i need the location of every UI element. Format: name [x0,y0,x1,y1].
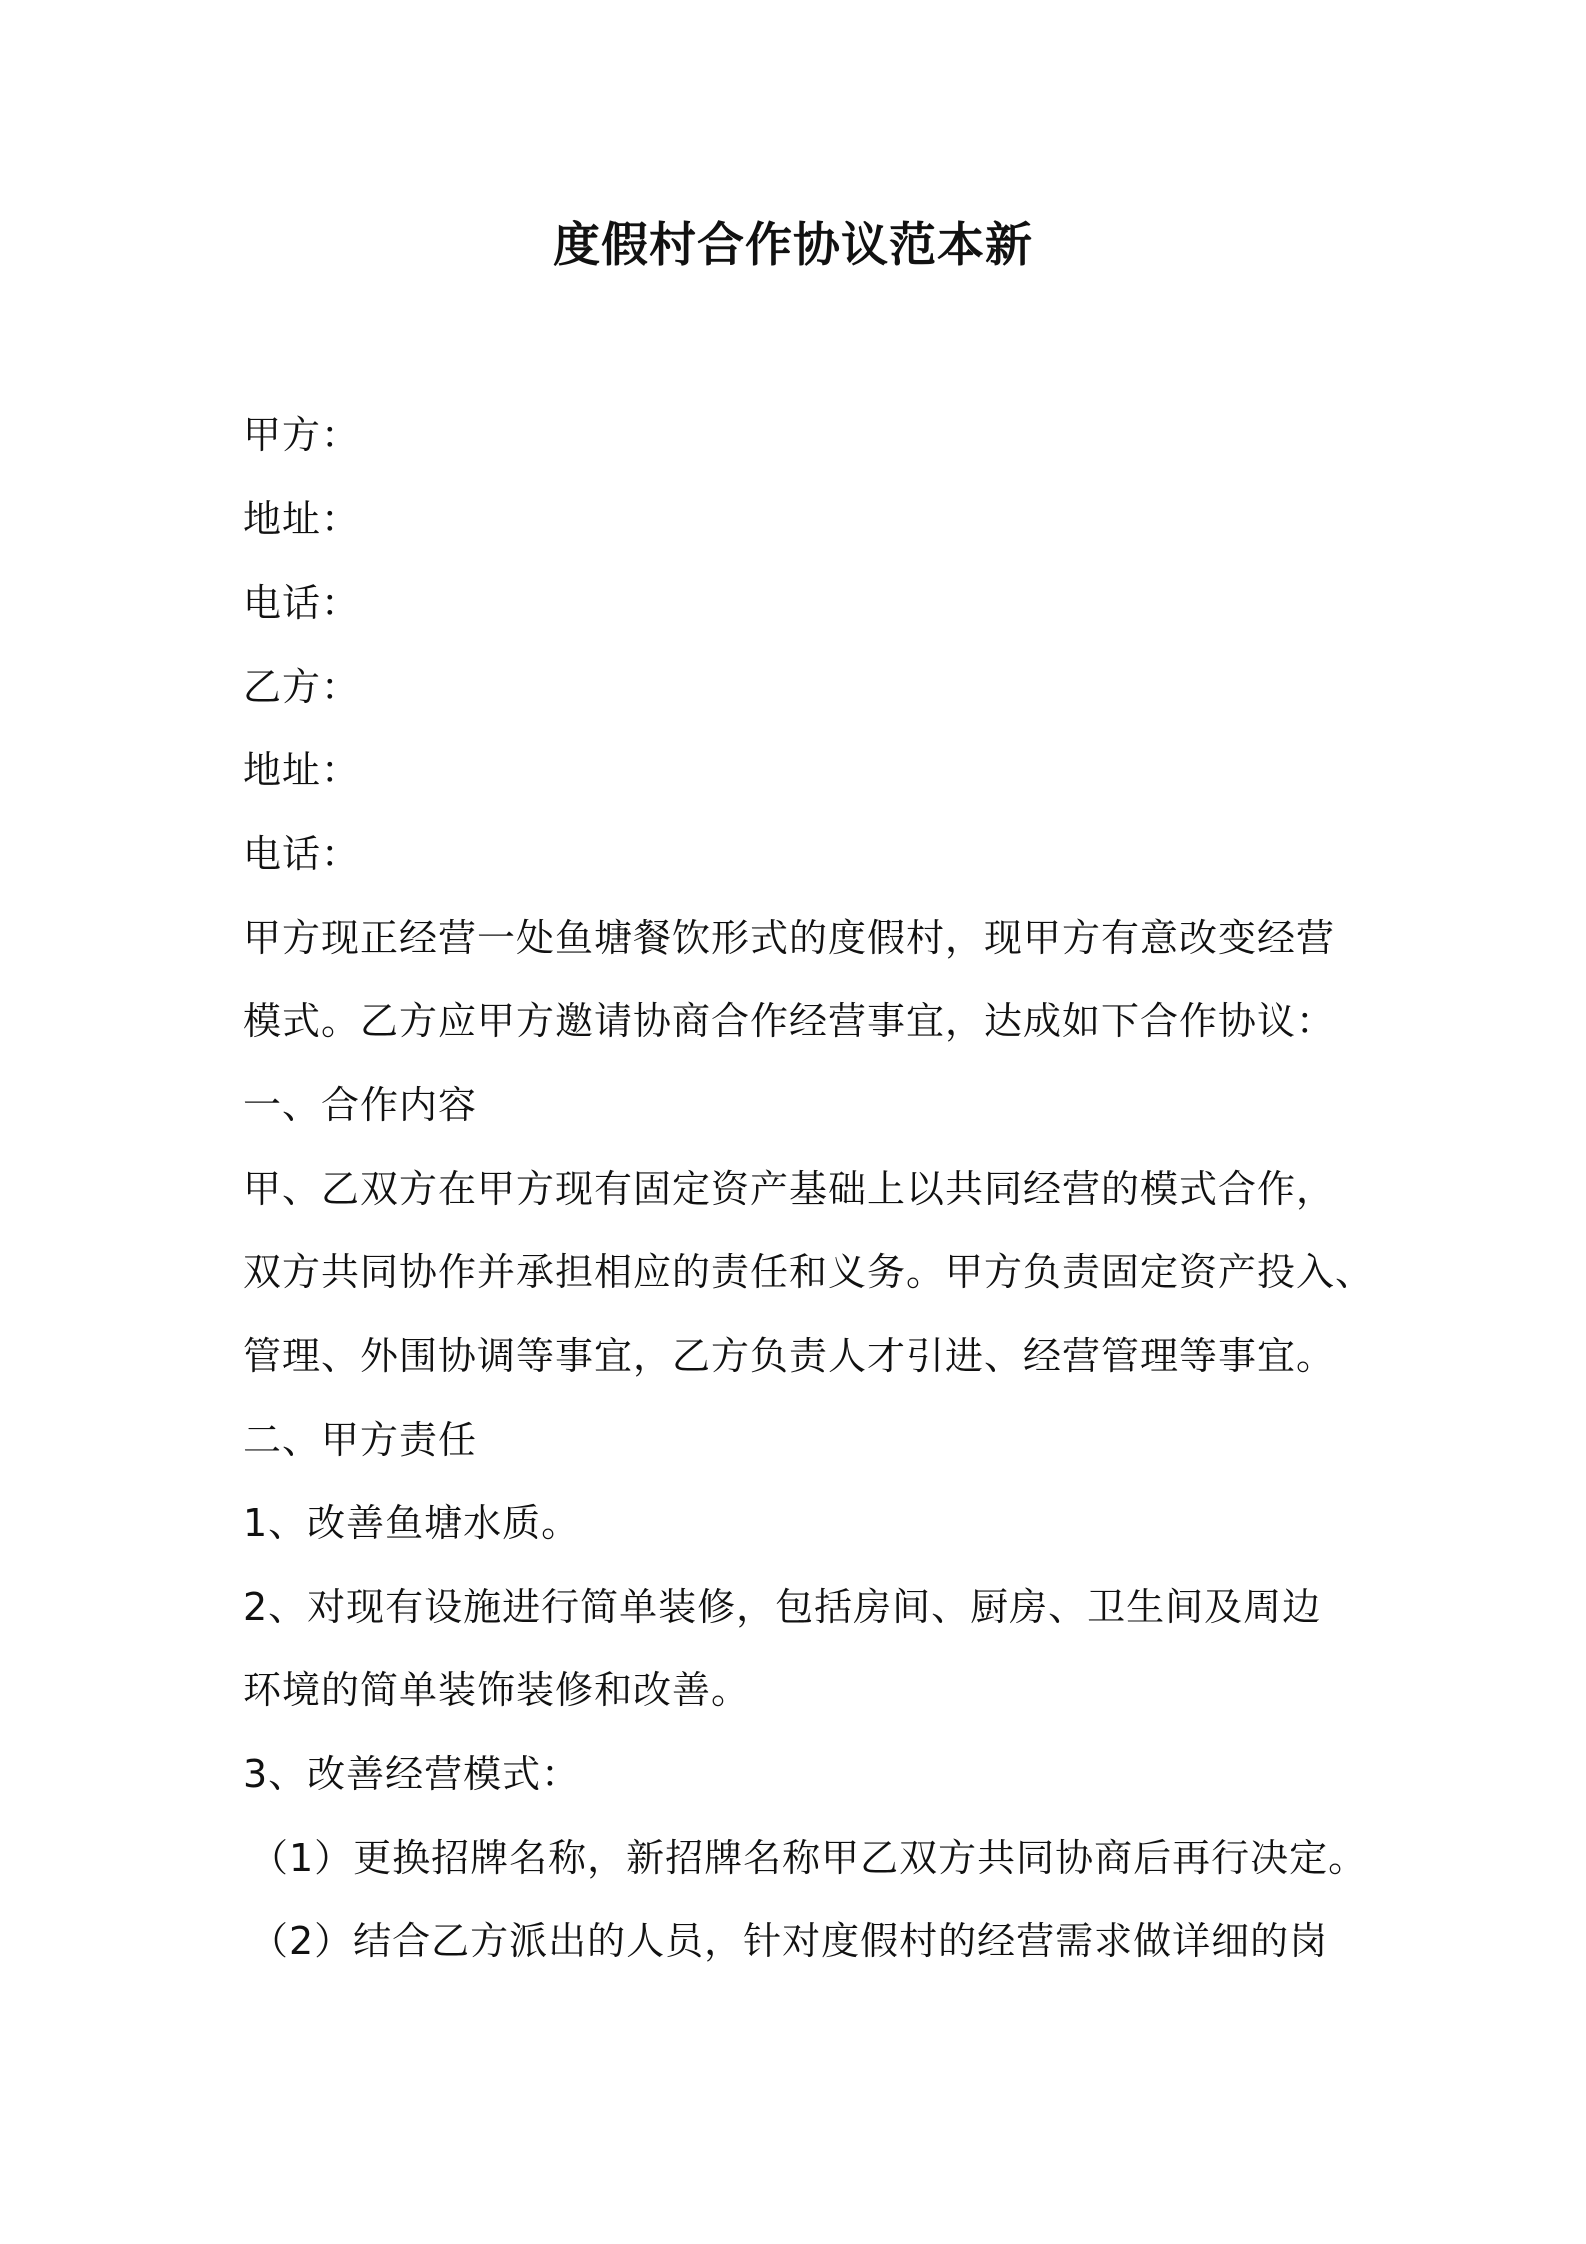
section1-paragraph-line: 甲、乙双方在甲方现有固定资产基础上以共同经营的模式合作， [243,1167,1336,1211]
party-b-address-label: 地址： [243,748,361,792]
section-heading-party-a-duties: 二、甲方责任 [243,1418,478,1462]
party-a-address-label: 地址： [243,497,361,541]
party-a-label: 甲方： [243,413,361,457]
list-item: 1、改善鱼塘水质。 [243,1501,581,1545]
party-b-label: 乙方： [243,665,361,709]
section1-paragraph-line: 双方共同协作并承担相应的责任和义务。甲方负责固定资产投入、 [243,1250,1375,1294]
intro-paragraph-line: 甲方现正经营一处鱼塘餐饮形式的度假村，现甲方有意改变经营 [243,916,1336,960]
party-b-phone-label: 电话： [243,832,361,876]
document-title: 度假村合作协议范本新 [553,218,1033,273]
party-a-phone-label: 电话： [243,581,361,625]
intro-paragraph-line: 模式。乙方应甲方邀请协商合作经营事宜，达成如下合作协议： [243,999,1336,1043]
section-heading-cooperation: 一、合作内容 [243,1083,478,1127]
list-item: 2、对现有设施进行简单装修，包括房间、厨房、卫生间及周边 [243,1585,1322,1629]
list-item: 3、改善经营模式： [243,1752,581,1796]
sub-list-item: （1）更换招牌名称，新招牌名称甲乙双方共同协商后再行决定。 [250,1836,1368,1880]
section1-paragraph-line: 管理、外围协调等事宜，乙方负责人才引进、经营管理等事宜。 [243,1334,1336,1378]
sub-list-item: （2）结合乙方派出的人员，针对度假村的经营需求做详细的岗 [250,1919,1329,1963]
list-item-continuation: 环境的简单装饰装修和改善。 [243,1668,751,1712]
